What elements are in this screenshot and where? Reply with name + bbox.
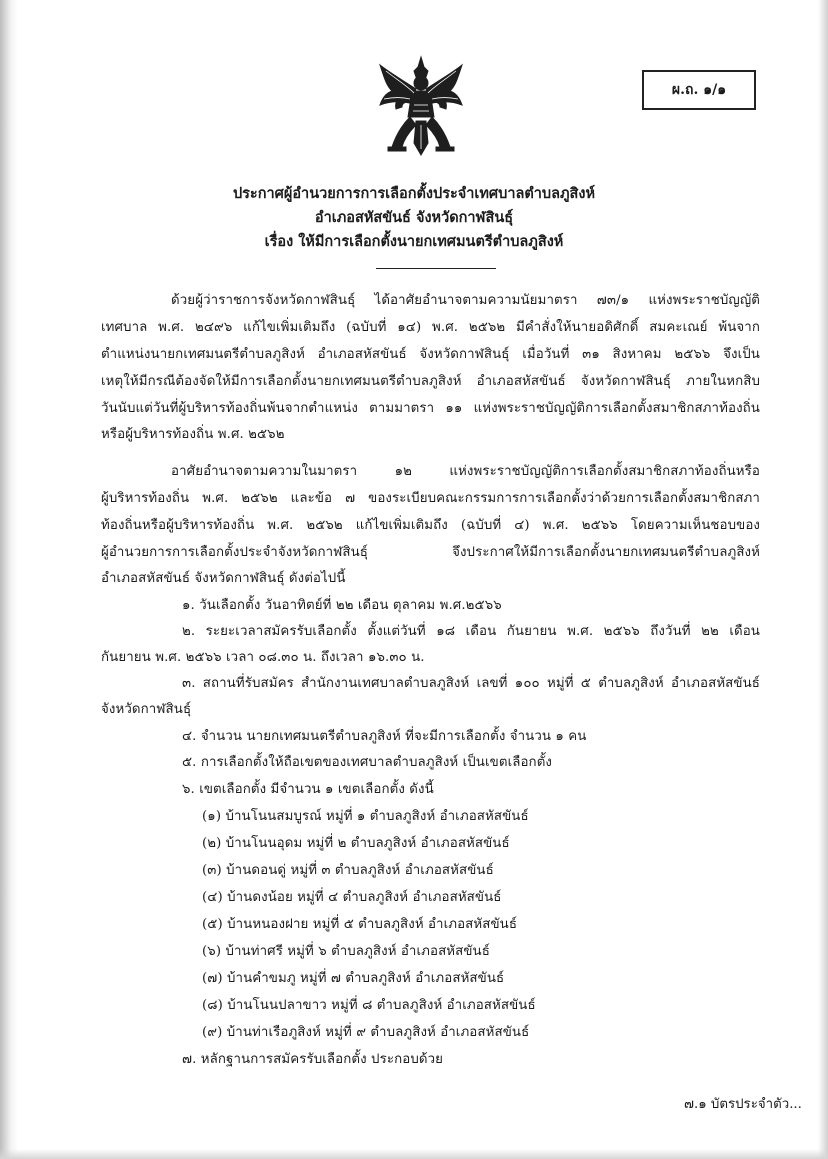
para1-line2: เทศบาล พ.ศ. ๒๔๙๖ แก้ไขเพิ่มเติมถึง (ฉบับที่ ๑๔) พ.ศ. ๒๕๖๒ มีคำสั่งให้นายอดิศักดิ์ สมคะเณย์ พ้นจาก	[101, 320, 760, 335]
village-list-item: (๕) บ้านหนองฝาย หมู่ที่ ๕ ตำบลภูสิงห์ อำเภอสหัสขันธ์	[202, 917, 518, 932]
garuda-emblem-icon	[376, 55, 466, 160]
item-2-application-period: ๒. ระยะเวลาสมัครรับเลือกตั้ง ตั้งแต่วันที่ ๑๘ เดือน กันยายน พ.ศ. ๒๕๖๖ ถึงวันที่ ๒๒ เดือน	[182, 624, 760, 639]
announcement-title-line2: อำเภอสหัสขันธ์ จังหวัดกาฬสินธุ์	[314, 209, 514, 226]
item-5-constituency: ๕. การเลือกตั้งให้ถือเขตของเทศบาลตำบลภูสิงห์ เป็นเขตเลือกตั้ง	[182, 755, 553, 770]
title-underline	[376, 268, 496, 269]
item-3-application-place: ๓. สถานที่รับสมัคร สำนักงานเทศบาลตำบลภูสิงห์ เลขที่ ๑๐๐ หมู่ที่ ๕ ตำบลภูสิงห์ อำเภอสหัสขันธ์	[182, 676, 760, 691]
para2-line5: อำเภอสหัสขันธ์ จังหวัดกาฬสินธุ์ ดังต่อไปนี้	[101, 571, 346, 586]
village-list-item: (๑) บ้านโนนสมบูรณ์ หมู่ที่ ๑ ตำบลภูสิงห์ อำเภอสหัสขันธ์	[202, 809, 529, 824]
announcement-title-line1: ประกาศผู้อำนวยการการเลือกตั้งประจำเทศบาลตำบลภูสิงห์	[232, 185, 596, 202]
para1-line1: ด้วยผู้ว่าราชการจังหวัดกาฬสินธุ์ ได้อาศัยอำนาจตามความนัยมาตรา ๗๓/๑ แห่งพระราชบัญญัติ	[171, 293, 760, 308]
item-3-application-place-cont: จังหวัดกาฬสินธุ์	[101, 702, 192, 717]
village-list-item: (๒) บ้านโนนอุดม หมู่ที่ ๒ ตำบลภูสิงห์ อำเภอสหัสขันธ์	[202, 836, 510, 851]
item-4-number-of-mayors: ๔. จำนวน นายกเทศมนตรีตำบลภูสิงห์ ที่จะมีการเลือกตั้ง จำนวน ๑ คน	[182, 729, 587, 744]
continuation-marker: ๗.๑ บัตรประจำตัว...	[684, 1097, 802, 1112]
page-edge-shadow-bottom	[0, 1149, 828, 1159]
village-list-item: (๖) บ้านท่าศรี หมู่ที่ ๖ ตำบลภูสิงห์ อำเภอสหัสขันธ์	[202, 944, 490, 959]
para2-line3: ท้องถิ่นหรือผู้บริหารท้องถิ่น พ.ศ. ๒๕๖๒ แก้ไขเพิ่มเติมถึง (ฉบับที่ ๔) พ.ศ. ๒๕๖๖ โดยความเห็นชอบของ	[101, 518, 760, 533]
item-7-application-documents: ๗. หลักฐานการสมัครรับเลือกตั้ง ประกอบด้วย	[182, 1052, 444, 1067]
para1-line4: เหตุให้มีกรณีต้องจัดให้มีการเลือกตั้งนายกเทศมนตรีตำบลภูสิงห์ อำเภอสหัสขันธ์ จังหวัดกาฬสินธุ์ ภายในหกสิบ	[101, 374, 760, 389]
para1-line5: วันนับแต่วันที่ผู้บริหารท้องถิ่นพ้นจากตำแหน่ง ตามมาตรา ๑๑ แห่งพระราชบัญญัติการเลือกตั้งสมาชิกสภาท้องถิ่น	[101, 401, 760, 416]
item-6-constituency-count: ๖. เขตเลือกตั้ง มีจำนวน ๑ เขตเลือกตั้ง ดังนี้	[182, 782, 434, 797]
item-1-election-date: ๑. วันเลือกตั้ง วันอาทิตย์ที่ ๒๒ เดือน ตุลาคม พ.ศ.๒๕๖๖	[182, 598, 502, 613]
village-list-item: (๙) บ้านท่าเรือภูสิงห์ หมู่ที่ ๙ ตำบลภูสิงห์ อำเภอสหัสขันธ์	[202, 1025, 530, 1040]
village-list-item: (๗) บ้านคำขมภู หมู่ที่ ๗ ตำบลภูสิงห์ อำเภอสหัสขันธ์	[202, 971, 505, 986]
page-edge-shadow	[0, 0, 18, 1159]
form-code-box: ผ.ถ. ๑/๑	[642, 70, 756, 110]
para2-line2: ผู้บริหารท้องถิ่น พ.ศ. ๒๕๖๒ และข้อ ๗ ของระเบียบคณะกรรมการการเลือกตั้งว่าด้วยการเลือกตั้งสมาชิกสภา	[101, 491, 760, 506]
village-list-item: (๔) บ้านดงน้อย หมู่ที่ ๔ ตำบลภูสิงห์ อำเภอสหัสขันธ์	[202, 890, 502, 905]
para2-line4: ผู้อำนวยการการเลือกตั้งประจำจังหวัดกาฬสินธุ์ จึงประกาศให้มีการเลือกตั้งนายกเทศมนตรีตำบลภูสิงห์	[101, 545, 760, 560]
para1-line6: หรือผู้บริหารท้องถิ่น พ.ศ. ๒๕๖๒	[101, 427, 285, 442]
para2-line1: อาศัยอำนาจตามความในมาตรา ๑๒ แห่งพระราชบัญญัติการเลือกตั้งสมาชิกสภาท้องถิ่นหรือ	[171, 464, 760, 479]
page-edge-shadow-right	[818, 0, 828, 1159]
village-list-item: (๓) บ้านดอนดู่ หมู่ที่ ๓ ตำบลภูสิงห์ อำเภอสหัสขันธ์	[202, 863, 494, 878]
village-list-item: (๘) บ้านโนนปลาขาว หมู่ที่ ๘ ตำบลภูสิงห์ อำเภอสหัสขันธ์	[202, 998, 536, 1013]
announcement-subject: เรื่อง ให้มีการเลือกตั้งนายกเทศมนตรีตำบลภูสิงห์	[264, 233, 564, 250]
para1-line3: ตำแหน่งนายกเทศมนตรีตำบลภูสิงห์ อำเภอสหัสขันธ์ จังหวัดกาฬสินธุ์ เมื่อวันที่ ๓๑ สิงหาคม ๒๕๖๖ จึงเป็น	[101, 347, 760, 362]
item-2-application-period-cont: กันยายน พ.ศ. ๒๕๖๖ เวลา ๐๘.๓๐ น. ถึงเวลา ๑๖.๓๐ น.	[101, 650, 425, 665]
